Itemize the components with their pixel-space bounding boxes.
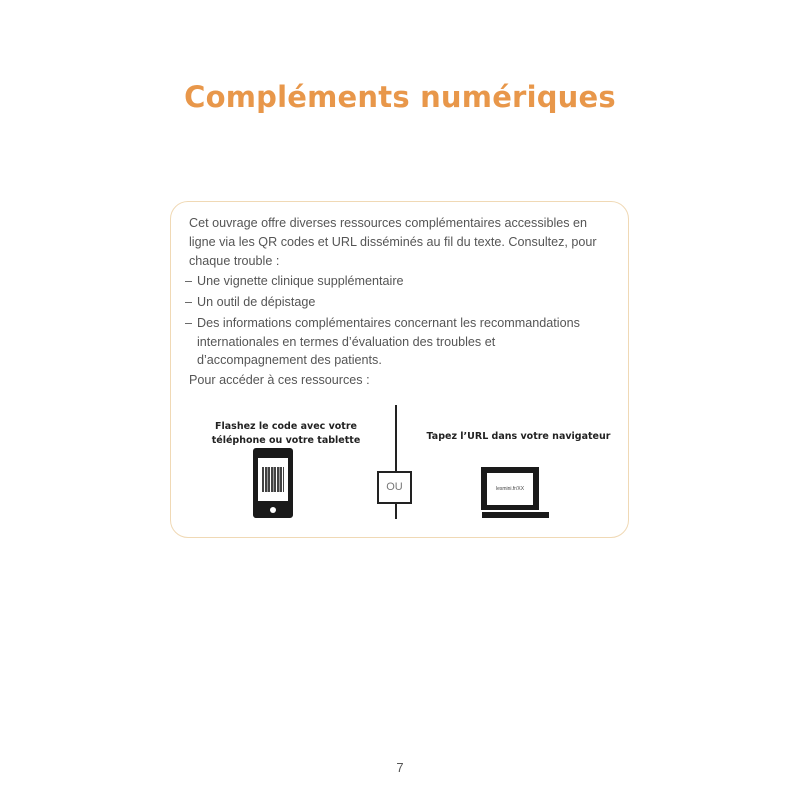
laptop-base	[482, 512, 549, 518]
list-item	[185, 314, 597, 370]
laptop-screen-url: lesmini.fr/XX	[487, 473, 533, 505]
dash-bullet: –	[185, 274, 193, 288]
url-instruction: Tapez l’URL dans votre navigateur	[426, 431, 611, 442]
separator-line	[395, 504, 397, 519]
list-item-text: Un outil de dépistage	[197, 295, 316, 309]
access-text: Pour accéder à ces ressources :	[189, 373, 370, 387]
laptop-icon	[481, 467, 539, 510]
or-separator: OU	[377, 471, 412, 504]
list-item-text: Une vignette clinique supplémentaire	[197, 274, 404, 288]
intro-text: Cet ouvrage offre diverses ressources complémentaires accessibles en ligne via les QR codes et URL disséminés au fil du texte. Consultez, pour chaque trouble :	[189, 216, 597, 268]
list-item-text: Des informations complémentaires concernant les recommandations internationales en termes d’évaluation des troubles et d’accompagnement des patients.	[197, 316, 580, 367]
page-title: Compléments numériques	[184, 80, 616, 114]
list-item	[185, 293, 316, 312]
dash-bullet: –	[185, 316, 193, 330]
separator-line	[395, 405, 397, 471]
dash-bullet: –	[185, 295, 193, 309]
list-item	[185, 272, 404, 291]
phone-icon	[253, 448, 293, 518]
phone-home-button	[270, 507, 276, 513]
page-number: 7	[396, 760, 404, 775]
info-box	[170, 201, 629, 538]
qr-instruction: Flashez le code avec votre téléphone ou votre tablette	[211, 421, 361, 446]
qr-code-icon	[262, 467, 284, 492]
phone-screen	[258, 458, 288, 501]
